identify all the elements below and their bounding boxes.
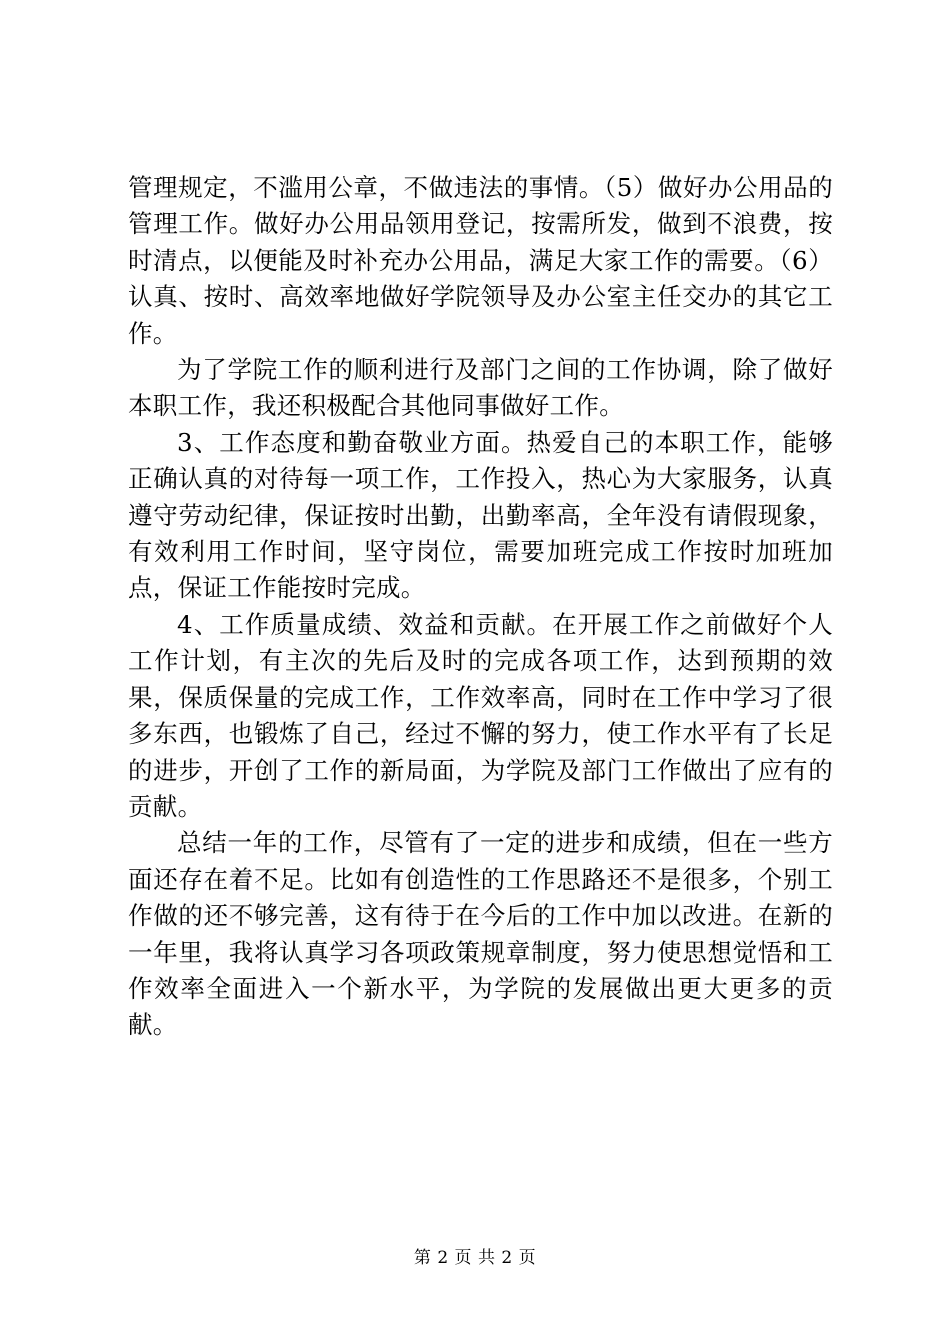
paragraph-continued: 管理规定，不滥用公章，不做违法的事情。（5）做好办公用品的管理工作。做好办公用品领用登记，按需所发，做到不浪费，按时清点，以便能及时补充办公用品，满足大家工作的需要。（6）认真、按时、高效率地做好学院领导及办公室主任交办的其它工作。 [128,173,833,348]
paragraph-attitude: 3、工作态度和勤奋敬业方面。热爱自己的本职工作，能够正确认真的对待每一项工作，工作投入，热心为大家服务，认真遵守劳动纪律，保证按时出勤，出勤率高，全年没有请假现象，有效利用工作时间，坚守岗位，需要加班完成工作按时加班加点，保证工作能按时完成。 [128,427,833,603]
paragraph-coordination: 为了学院工作的顺利进行及部门之间的工作协调，除了做好本职工作，我还积极配合其他同事做好工作。 [128,355,833,421]
page-number-footer: 第 2 页 共 2 页 [413,1248,537,1268]
paragraph-summary: 总结一年的工作，尽管有了一定的进步和成绩，但在一些方面还存在着不足。比如有创造性的工作思路还不是很多，个别工作做的还不够完善，这有待于在今后的工作中加以改进。在新的一年里，我将认真学习各项政策规章制度，努力使思想觉悟和工作效率全面进入一个新水平，为学院的发展做出更大更多的贡献。 [128,828,833,1040]
paragraph-quality: 4、工作质量成绩、效益和贡献。在开展工作之前做好个人工作计划，有主次的先后及时的完成各项工作，达到预期的效果，保质保量的完成工作，工作效率高，同时在工作中学习了很多东西，也锻炼了自己，经过不懈的努力，使工作水平有了长足的进步，开创了工作的新局面，为学院及部门工作做出了应有的贡献。 [128,609,833,821]
document-body [128,170,833,1044]
